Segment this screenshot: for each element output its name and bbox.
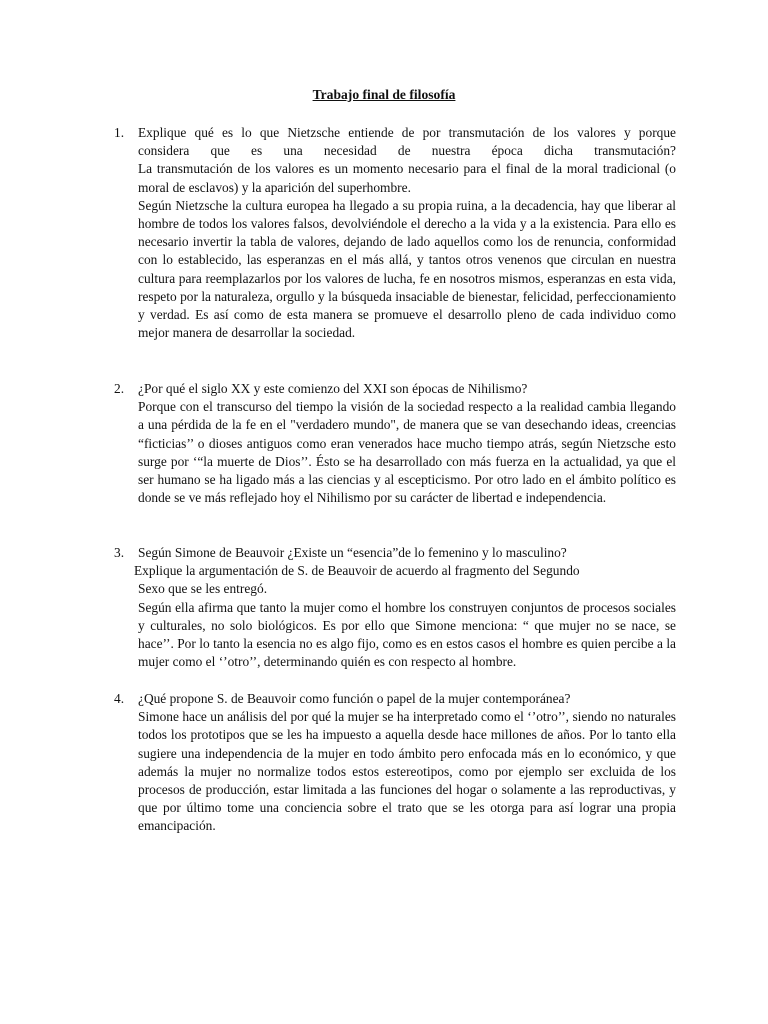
question-number: 3. <box>114 545 125 560</box>
answer-paragraph: La transmutación de los valores es un momento necesario para el final de la moral tradicional (o moral de esclavos) y la aparición del superhombre. <box>138 161 676 195</box>
answer-paragraph: Simone hace un análisis del por qué la mujer se ha interpretado como el ‘’otro’’, siendo no naturales todos los prototipos que se les ha impuesto a aquella desde hace millones de años. Por lo tanto ella sugiere una independencia de la mujer en todo ámbito pero enfocada más en lo económico, y que además la mujer no normalize todos estos estereotipos, como por ejemplo ser excluida de los procesos de producción, estar limitada a las funciones del hogar o solamente a las reproductivas, y que por último tome una conciencia sobre el trato que se les otorga para así lograr una propia emancipación. <box>138 709 676 834</box>
question-item-2 <box>114 380 676 507</box>
question-text <box>134 544 676 599</box>
answer-paragraph: Según Nietzsche la cultura europea ha llegado a su propia ruina, a la decadencia, hay que liberar al hombre de todos los valores falsos, devolviéndole el derecho a la vida y a la existencia. Para ello es necesario invertir la tabla de valores, dejando de lado aquellos como los de renuncia, conformidad con lo establecido, las esperanzas en el más allá, y tantos otros venenos que circulan en nuestra cultura para reemplazarlos por los valores de lucha, fe en nosotros mismos, esperanzas en esta vida, respeto por la naturaleza, orgullo y la búsqueda insaciable de bienestar, felicidad, perfeccionamiento y verdad. Es así como de esta manera se promueve el desarrollo pleno de cada individuo como mejor manera de desarrollar la sociedad. <box>138 197 676 341</box>
question-line: Sexo que se les entregó. <box>138 581 268 597</box>
question-text <box>138 690 676 708</box>
question-item-3 <box>114 544 676 671</box>
question-text <box>138 124 676 160</box>
question-line: considera que es una necesidad de nuestra época dicha transmutación? <box>138 143 676 159</box>
answer-paragraph: Según ella afirma que tanto la mujer como el hombre los construyen conjuntos de procesos sociales y culturales, no solo biológicos. Es por ello que Simone menciona: “ que mujer no se nace, se hace’’. Por lo tanto la esencia no es algo fijo, como es en estos casos el hombre es quien percibe a la mujer como el ‘’otro’’, determinando quién es con respecto al hombre. <box>138 599 676 670</box>
answer-text <box>138 599 676 672</box>
question-item-1 <box>114 124 676 342</box>
answer-text <box>138 398 676 507</box>
question-line: Explique qué es lo que Nietzsche entiende de por transmutación de los valores y porque <box>138 125 676 140</box>
question-line: Según Simone de Beauvoir ¿Existe un “esencia”de lo femenino y lo masculino? <box>138 545 567 560</box>
question-text <box>138 380 676 398</box>
answer-text <box>138 160 676 342</box>
question-number: 4. <box>114 691 125 706</box>
question-number: 1. <box>114 125 125 140</box>
answer-text <box>138 708 676 835</box>
question-line: ¿Por qué el siglo XX y este comienzo del XXI son épocas de Nihilismo? <box>138 381 528 396</box>
answer-paragraph: Porque con el transcurso del tiempo la visión de la sociedad respecto a la realidad cambia llegando a una pérdida de la fe en el "verdadero mundo", de manera que se van desechando ideas, creencias “ficticias’’ o dioses antiguos como eran venerados hace mucho tiempo atrás, según Nietzsche esto surge por ‘“la muerte de Dios’’. Ésto se ha desarrollado con más fuerza en la actualidad, ya que el ser humano se ha ligado más a las ciencias y al escepticismo. Por otro lado en el ámbito político es donde se ve más reflejado hoy el Nihilismo por su carácter de libertad e independencia. <box>138 399 676 506</box>
question-line: ¿Qué propone S. de Beauvoir como función o papel de la mujer contemporánea? <box>138 691 571 706</box>
question-item-4 <box>114 690 676 836</box>
question-number: 2. <box>114 381 125 396</box>
question-line: Explique la argumentación de S. de Beauvoir de acuerdo al fragmento del Segundo <box>134 563 580 579</box>
document-title: Trabajo final de filosofía <box>312 87 456 102</box>
